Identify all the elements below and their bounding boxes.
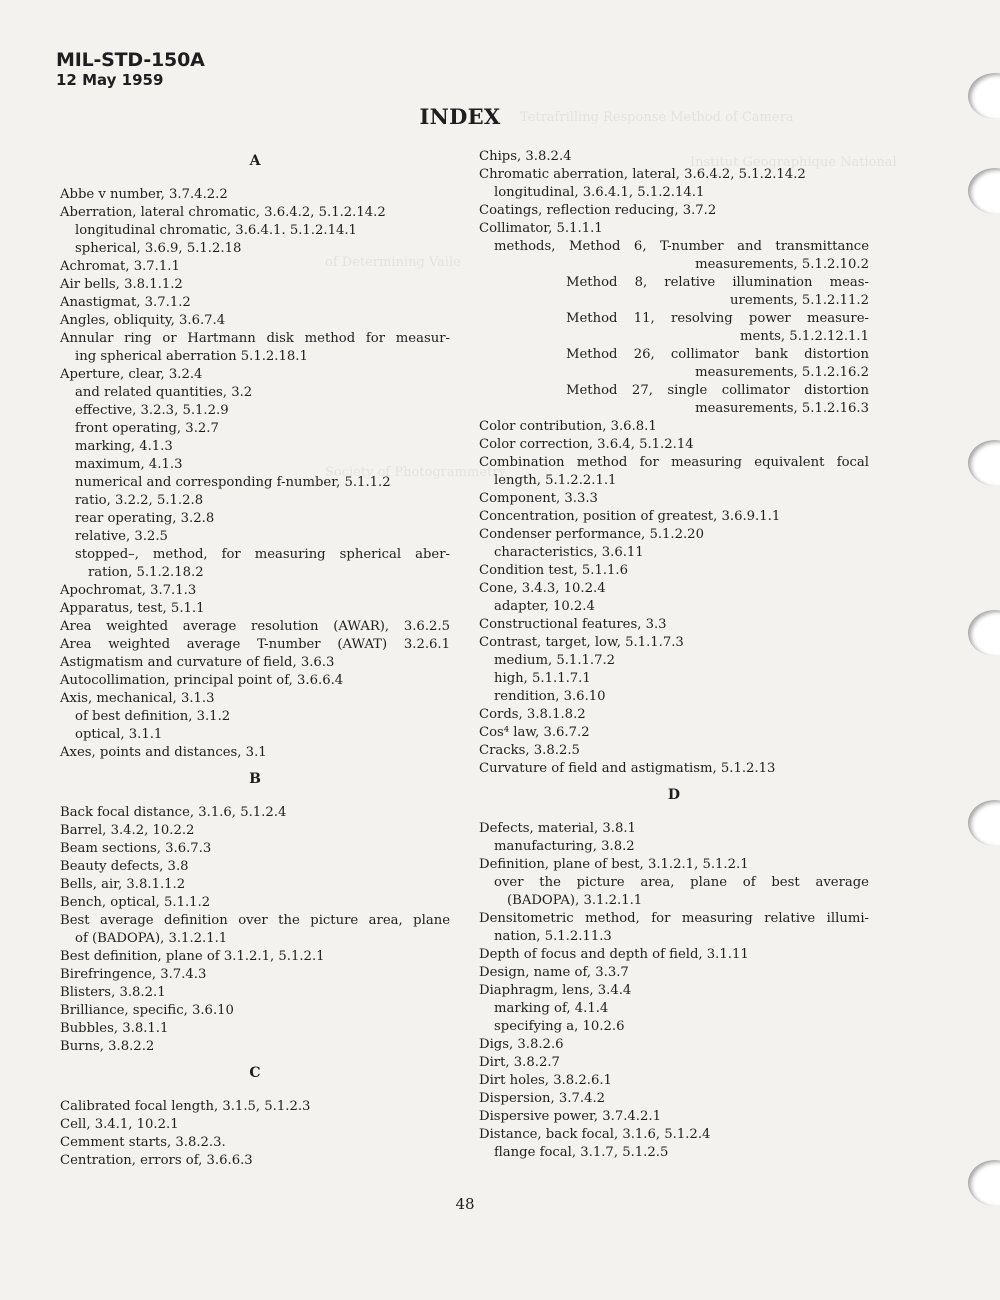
index-entry: Beam sections, 3.6.7.3 xyxy=(60,841,212,856)
index-subentry: manufacturing, 3.8.2 xyxy=(494,839,635,854)
index-subentry: relative, 3.2.5 xyxy=(75,529,168,544)
index-subentry: and related quantities, 3.2 xyxy=(75,385,253,400)
index-entry: Design, name of, 3.3.7 xyxy=(479,965,629,980)
index-column-right xyxy=(479,148,869,1162)
index-entry: Cone, 3.4.3, 10.2.4 xyxy=(479,581,606,596)
index-subentry: over the picture area, plane of best average xyxy=(494,875,869,890)
index-entry: Back focal distance, 3.1.6, 5.1.2.4 xyxy=(60,805,287,820)
index-entry: Best definition, plane of 3.1.2.1, 5.1.2.1 xyxy=(60,949,325,964)
index-entry: Axis, mechanical, 3.1.3 xyxy=(60,691,215,706)
index-entry: Area weighted average T-number (AWAT) 3.2.6.1 xyxy=(60,637,450,652)
index-entry-continuation: ration, 5.1.2.18.2 xyxy=(88,565,204,580)
index-entry: Bubbles, 3.8.1.1 xyxy=(60,1021,169,1036)
index-entry: Dirt holes, 3.8.2.6.1 xyxy=(479,1073,612,1088)
section-heading-a: A xyxy=(249,153,261,169)
index-entry: Chips, 3.8.2.4 xyxy=(479,149,572,164)
index-subentry: Method 27, single collimator distortion xyxy=(566,383,869,398)
index-subentry: Method 8, relative illumination meas- xyxy=(566,275,869,290)
index-subentry: effective, 3.2.3, 5.1.2.9 xyxy=(75,403,229,418)
punch-hole xyxy=(968,73,1000,119)
index-entry: Air bells, 3.8.1.1.2 xyxy=(60,277,183,292)
index-subentry: flange focal, 3.1.7, 5.1.2.5 xyxy=(494,1145,669,1160)
index-entry: Cell, 3.4.1, 10.2.1 xyxy=(60,1117,179,1132)
index-column-left xyxy=(60,152,450,1170)
index-entry: Astigmatism and curvature of field, 3.6.3 xyxy=(60,655,335,670)
index-subentry: rendition, 3.6.10 xyxy=(494,689,606,704)
index-entry: Chromatic aberration, lateral, 3.6.4.2, 5.1.2.14.2 xyxy=(479,167,806,182)
index-entry: Abbe v number, 3.7.4.2.2 xyxy=(60,187,228,202)
index-title: INDEX xyxy=(419,104,501,129)
index-entry: Aperture, clear, 3.2.4 xyxy=(60,367,203,382)
index-entry: Curvature of field and astigmatism, 5.1.2.13 xyxy=(479,761,776,776)
index-entry: Color correction, 3.6.4, 5.1.2.14 xyxy=(479,437,694,452)
index-entry: Definition, plane of best, 3.1.2.1, 5.1.2.1 xyxy=(479,857,749,872)
index-subentry: medium, 5.1.1.7.2 xyxy=(494,653,616,668)
index-subentry: characteristics, 3.6.11 xyxy=(494,545,644,560)
punch-hole xyxy=(968,1160,1000,1206)
index-entry: Dispersion, 3.7.4.2 xyxy=(479,1091,606,1106)
document-id: MIL-STD-150A xyxy=(56,49,205,71)
index-entry: Digs, 3.8.2.6 xyxy=(479,1037,564,1052)
index-entry: Anastigmat, 3.7.1.2 xyxy=(60,295,191,310)
index-entry-continuation: of (BADOPA), 3.1.2.1.1 xyxy=(75,931,228,946)
index-entry: Condenser performance, 5.1.2.20 xyxy=(479,527,704,542)
index-entry: Blisters, 3.8.2.1 xyxy=(60,985,166,1000)
punch-hole xyxy=(968,800,1000,846)
punch-hole xyxy=(968,168,1000,214)
index-entry-continuation: length, 5.1.2.2.1.1 xyxy=(494,473,617,488)
index-entry-continuation: (BADOPA), 3.1.2.1.1 xyxy=(507,893,643,908)
index-entry: Bells, air, 3.8.1.1.2 xyxy=(60,877,186,892)
index-entry: Axes, points and distances, 3.1 xyxy=(60,745,267,760)
index-entry: Area weighted average resolution (AWAR), 3.6.2.5 xyxy=(60,619,450,634)
index-entry: Densitometric method, for measuring relative illumi- xyxy=(479,911,869,926)
punch-hole xyxy=(968,610,1000,656)
index-subentry: longitudinal, 3.6.4.1, 5.1.2.14.1 xyxy=(494,185,705,200)
index-entry: Birefringence, 3.7.4.3 xyxy=(60,967,207,982)
index-entry: Calibrated focal length, 3.1.5, 5.1.2.3 xyxy=(60,1099,311,1114)
index-entry: Apparatus, test, 5.1.1 xyxy=(60,601,205,616)
index-subentry: numerical and corresponding f-number, 5.1.1.2 xyxy=(75,475,391,490)
index-subentry: maximum, 4.1.3 xyxy=(75,457,183,472)
index-subentry: optical, 3.1.1 xyxy=(75,727,163,742)
index-entry-continuation: ing spherical aberration 5.1.2.18.1 xyxy=(75,349,308,364)
index-entry: Cracks, 3.8.2.5 xyxy=(479,743,580,758)
document-page: Tetrafrilling Response Method of Camera Institut Geographique National of Determining Vaile Society of Photogrammetry MIL-STD-150A 12 May 1959 INDEX A Abbe v number, 3.7.4.2.2 Aberration, lateral chromatic, 3.6.4.2, 5.1.2.14.2 longitudinal chromatic, 3.6.4.1. 5.1.2.14.1 spherical, 3.6.9, 5.1.2.18 Achromat, 3.7.1.1 Air bells, 3.8.1.1.2 Anastigmat, 3.7.1.2 Angles, obliquity, 3.6.7.4 Annular ring or Hartmann disk method for measur- ing spherical aberration 5.1.2.18.1 Aperture, clear, 3.2.4 and related quantities, 3.2 effective, 3.2.3, 5.1.2.9 front operating, 3.2.7 marking, 4.1.3 maximum, 4.1.3 numerical and corresponding f-number, 5.1.1.2 ratio, 3.2.2, 5.1.2.8 rear operating, 3.2.8 relative, 3.2.5 stopped–, method, for measuring spherical aber- ration, 5.1.2.18.2 Apochromat, 3.7.1.3 Apparatus, test, 5.1.1 Area weighted average resolution (AWAR), 3.6.2.5 Area weighted average T-number (AWAT) 3.2.6.1 Astigmatism and curvature of field, 3.6.3 Autocollimation, principal point of, 3.6.6.4 Axis, mechanical, 3.1.3 of best definition, 3.1.2 optical, 3.1.1 Axes, points and distances, 3.1 B Back focal distance, 3.1.6, 5.1.2.4 Barrel, 3.4.2, 10.2.2 Beam sections, 3.6.7.3 Beauty defects, 3.8 Bells, air, 3.8.1.1.2 Bench, optical, 5.1.1.2 Best average definition over the picture area, plane of (BADOPA), 3.1.2.1.1 Best definition, plane of 3.1.2.1, 5.1.2.1 Birefringence, 3.7.4.3 Blisters, 3.8.2.1 Brilliance, specific, 3.6.10 Bubbles, 3.8.1.1 Burns, 3.8.2.2 C Calibrated focal length, 3.1.5, 5.1.2.3 Cell, 3.4.1, 10.2.1 Cemment starts, 3.8.2.3. Centration, errors of, 3.6.6.3 Chips, 3.8.2.4 Chromatic aberration, lateral, 3.6.4.2, 5.1.2.14.2 longitudinal, 3.6.4.1, 5.1.2.14.1 Coatings, reflection reducing, 3.7.2 Collimator, 5.1.1.1 methods, Method 6, T-number and transmittance measurements, 5.1.2.10.2 Method 8, relative illumination meas- urements, 5.1.2.11.2 Method 11, resolving power measure- ments, 5.1.2.12.1.1 Method 26, collimator bank distortion measurements, 5.1.2.16.2 Method 27, single collimator distortion measurements, 5.1.2.16.3 Color contribution, 3.6.8.1 Color correction, 3.6.4, 5.1.2.14 Combination method for measuring equivalent focal length, 5.1.2.2.1.1 Component, 3.3.3 Concentration, position of greatest, 3.6.9.1.1 Condenser performance, 5.1.2.20 characteristics, 3.6.11 Condition test, 5.1.1.6 Cone, 3.4.3, 10.2.4 adapter, 10.2.4 Constructional features, 3.3 Contrast, target, low, 5.1.1.7.3 medium, 5.1.1.7.2 high, 5.1.1.7.1 rendition, 3.6.10 Cords, 3.8.1.8.2 Cos⁴ law, 3.6.7.2 Cracks, 3.8.2.5 Curvature of field and astigmatism, 5.1.2.13 D Defects, material, 3.8.1 manufacturing, 3.8.2 Definition, plane of best, 3.1.2.1, 5.1.2.1 over the picture area, plane of best average (BADOPA), 3.1.2.1.1 Densitometric method, for measuring relative illumi- nation, 5.1.2.11.3 Depth of focus and depth of field, 3.1.11 Design, name of, 3.3.7 Diaphragm, lens, 3.4.4 marking of, 4.1.4 specifying a, 10.2.6 Digs, 3.8.2.6 Dirt, 3.8.2.7 Dirt holes, 3.8.2.6.1 Dispersion, 3.7.4.2 Dispersive power, 3.7.4.2.1 Distance, back focal, 3.1.6, 5.1.2.4 flange focal, 3.1.7, 5.1.2.5 48 xyxy=(0,0,1000,1300)
section-heading-d: D xyxy=(667,787,681,803)
index-entry: Condition test, 5.1.1.6 xyxy=(479,563,629,578)
index-entry: Brilliance, specific, 3.6.10 xyxy=(60,1003,234,1018)
index-entry-continuation: measurements, 5.1.2.16.2 xyxy=(695,365,869,380)
document-header xyxy=(56,50,205,89)
index-entry-continuation: ments, 5.1.2.12.1.1 xyxy=(740,329,869,344)
index-subentry: of best definition, 3.1.2 xyxy=(75,709,231,724)
index-entry: Angles, obliquity, 3.6.7.4 xyxy=(60,313,226,328)
index-entry: Coatings, reflection reducing, 3.7.2 xyxy=(479,203,717,218)
index-entry: Constructional features, 3.3 xyxy=(479,617,667,632)
index-subentry: front operating, 3.2.7 xyxy=(75,421,219,436)
index-subentry: spherical, 3.6.9, 5.1.2.18 xyxy=(75,241,242,256)
page-number: 48 xyxy=(455,1195,475,1213)
index-subentry: adapter, 10.2.4 xyxy=(494,599,595,614)
index-entry: Component, 3.3.3 xyxy=(479,491,598,506)
punch-hole xyxy=(968,440,1000,486)
index-subentry: high, 5.1.1.7.1 xyxy=(494,671,591,686)
index-entry: Apochromat, 3.7.1.3 xyxy=(60,583,197,598)
index-subentry: rear operating, 3.2.8 xyxy=(75,511,215,526)
index-entry: Annular ring or Hartmann disk method for measur- xyxy=(60,331,450,346)
section-heading-b: B xyxy=(249,771,261,787)
index-subentry: stopped–, method, for measuring spherical aber- xyxy=(75,547,450,562)
index-entry: Cos⁴ law, 3.6.7.2 xyxy=(479,725,590,740)
index-subentry: methods, Method 6, T-number and transmittance xyxy=(494,239,869,254)
index-subentry: Method 26, collimator bank distortion xyxy=(566,347,869,362)
index-entry: Contrast, target, low, 5.1.1.7.3 xyxy=(479,635,684,650)
index-entry: Centration, errors of, 3.6.6.3 xyxy=(60,1153,253,1168)
index-entry: Cemment starts, 3.8.2.3. xyxy=(60,1135,226,1150)
index-subentry: ratio, 3.2.2, 5.1.2.8 xyxy=(75,493,204,508)
index-entry: Aberration, lateral chromatic, 3.6.4.2, 5.1.2.14.2 xyxy=(60,205,386,220)
index-entry: Achromat, 3.7.1.1 xyxy=(60,259,180,274)
index-entry: Dirt, 3.8.2.7 xyxy=(479,1055,560,1070)
index-subentry: Method 11, resolving power measure- xyxy=(566,311,869,326)
document-date: 12 May 1959 xyxy=(56,71,164,89)
index-subentry: marking of, 4.1.4 xyxy=(494,1001,609,1016)
index-entry: Diaphragm, lens, 3.4.4 xyxy=(479,983,632,998)
index-entry: Best average definition over the picture area, plane xyxy=(60,913,450,928)
index-entry: Barrel, 3.4.2, 10.2.2 xyxy=(60,823,195,838)
index-entry: Collimator, 5.1.1.1 xyxy=(479,221,603,236)
index-entry: Defects, material, 3.8.1 xyxy=(479,821,636,836)
index-entry: Concentration, position of greatest, 3.6.9.1.1 xyxy=(479,509,781,524)
index-entry-continuation: measurements, 5.1.2.10.2 xyxy=(695,257,869,272)
index-entry: Cords, 3.8.1.8.2 xyxy=(479,707,586,722)
index-subentry: specifying a, 10.2.6 xyxy=(494,1019,625,1034)
index-subentry: marking, 4.1.3 xyxy=(75,439,173,454)
index-entry-continuation: nation, 5.1.2.11.3 xyxy=(494,929,612,944)
index-entry: Autocollimation, principal point of, 3.6.6.4 xyxy=(60,673,344,688)
index-entry: Beauty defects, 3.8 xyxy=(60,859,189,874)
index-entry: Burns, 3.8.2.2 xyxy=(60,1039,155,1054)
index-entry: Distance, back focal, 3.1.6, 5.1.2.4 xyxy=(479,1127,711,1142)
index-subentry: longitudinal chromatic, 3.6.4.1. 5.1.2.14.1 xyxy=(75,223,357,238)
index-entry: Dispersive power, 3.7.4.2.1 xyxy=(479,1109,661,1124)
index-entry: Depth of focus and depth of field, 3.1.11 xyxy=(479,947,749,962)
index-entry: Color contribution, 3.6.8.1 xyxy=(479,419,657,434)
index-entry: Bench, optical, 5.1.1.2 xyxy=(60,895,211,910)
index-entry-continuation: urements, 5.1.2.11.2 xyxy=(730,293,869,308)
section-heading-c: C xyxy=(249,1065,261,1081)
index-entry: Combination method for measuring equivalent focal xyxy=(479,455,869,470)
index-entry-continuation: measurements, 5.1.2.16.3 xyxy=(695,401,869,416)
